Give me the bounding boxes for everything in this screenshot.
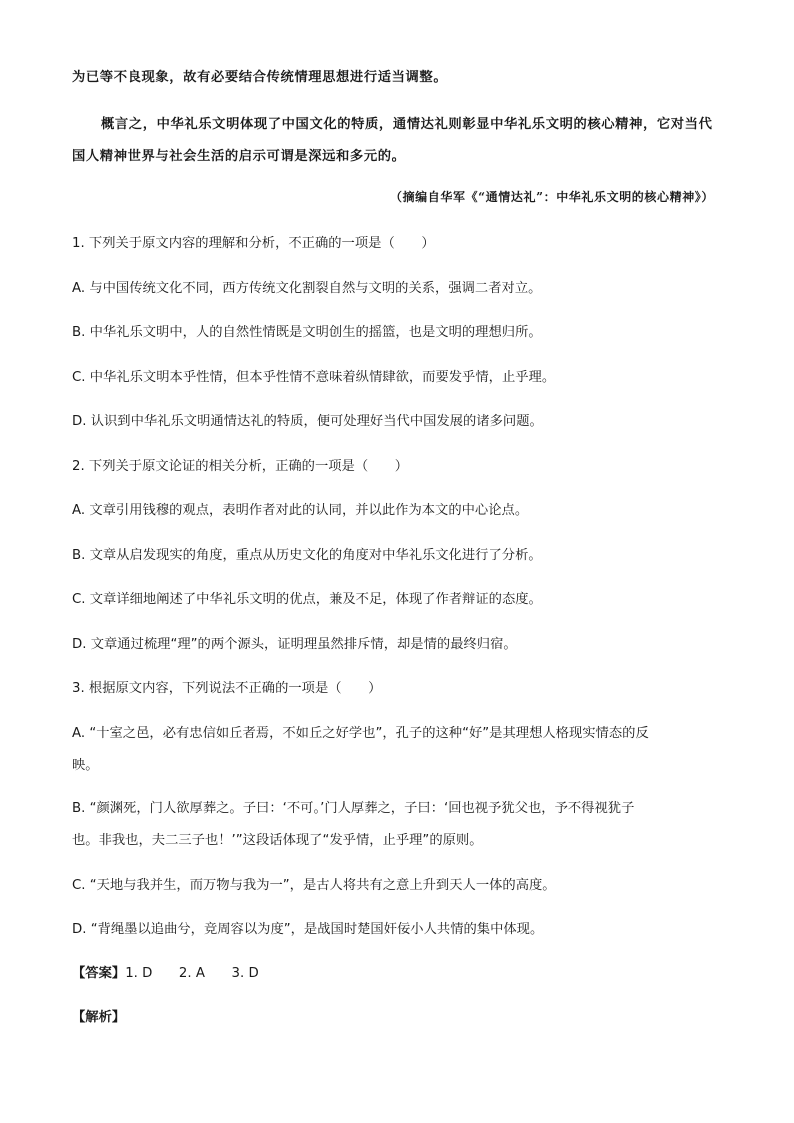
question-1-option-d: D. 认识到中华礼乐文明通情达礼的特质，便可处理好当代中国发展的诸多问题。 (72, 414, 543, 429)
answer-line (72, 962, 259, 981)
question-3-option-b-cont: 也。非我也，夫二三子也！’”这段话体现了“发乎情，止乎理”的原则。 (72, 833, 483, 848)
question-1-option-a: A. 与中国传统文化不同，西方传统文化割裂自然与文明的关系，强调二者对立。 (72, 281, 542, 296)
question-3-option-b: B. “颜渊死，门人欲厚葬之。子曰：‘不可。’门人厚葬之，子曰：‘回也视予犹父也，予不得视犹子 (72, 801, 635, 816)
question-1-stem: 1. 下列关于原文内容的理解和分析，不正确的一项是（ ） (72, 236, 435, 251)
analysis-line (72, 1006, 125, 1025)
question-2-stem: 2. 下列关于原文论证的相关分析，正确的一项是（ ） (72, 459, 409, 474)
analysis-tag: 【解析】 (72, 1010, 126, 1025)
passage-source: （摘编自华军《“通情达礼”：中华礼乐文明的核心精神》） (389, 190, 714, 204)
question-1-option-c: C. 中华礼乐文明本乎性情，但本乎性情不意味着纵情肆欲，而要发乎情，止乎理。 (72, 370, 556, 385)
answer-tag: 【答案】 (72, 966, 126, 981)
question-3-option-a-cont: 映。 (72, 758, 99, 773)
question-3-option-a: A. “十室之邑，必有忠信如丘者焉，不如丘之好学也”，孔子的这种“好”是其理想人格现实情态的反 (72, 726, 649, 741)
passage-line-1: 为已等不良现象，故有必要结合传统情理思想进行适当调整。 (72, 70, 448, 85)
answer-text: 1. D 2. A 3. D (125, 966, 259, 981)
question-2-option-c: C. 文章详细地阐述了中华礼乐文明的优点，兼及不足，体现了作者辩证的态度。 (72, 592, 542, 607)
question-3-option-c: C. “天地与我并生，而万物与我为一”，是古人将共有之意上升到天人一体的高度。 (72, 878, 556, 893)
question-2-option-a: A. 文章引用钱穆的观点，表明作者对此的认同，并以此作为本文的中心论点。 (72, 503, 529, 518)
question-3-option-d: D. “背绳墨以追曲兮，竞周容以为度”，是战国时楚国奸佞小人共情的集中体现。 (72, 922, 544, 937)
passage-line-2: 概言之，中华礼乐文明体现了中国文化的特质，通情达礼则彰显中华礼乐文明的核心精神，它对当代 (101, 117, 713, 132)
question-3-stem: 3. 根据原文内容，下列说法不正确的一项是（ ） (72, 681, 382, 696)
passage-line-3: 国人精神世界与社会生活的启示可谓是深远和多元的。 (72, 149, 406, 164)
question-2-option-b: B. 文章从启发现实的角度，重点从历史文化的角度对中华礼乐文化进行了分析。 (72, 548, 542, 563)
question-2-option-d: D. 文章通过梳理“理”的两个源头，证明理虽然排斥情，却是情的最终归宿。 (72, 637, 517, 652)
question-1-option-b: B. 中华礼乐文明中，人的自然性情既是文明创生的摇篮，也是文明的理想归所。 (72, 325, 542, 340)
